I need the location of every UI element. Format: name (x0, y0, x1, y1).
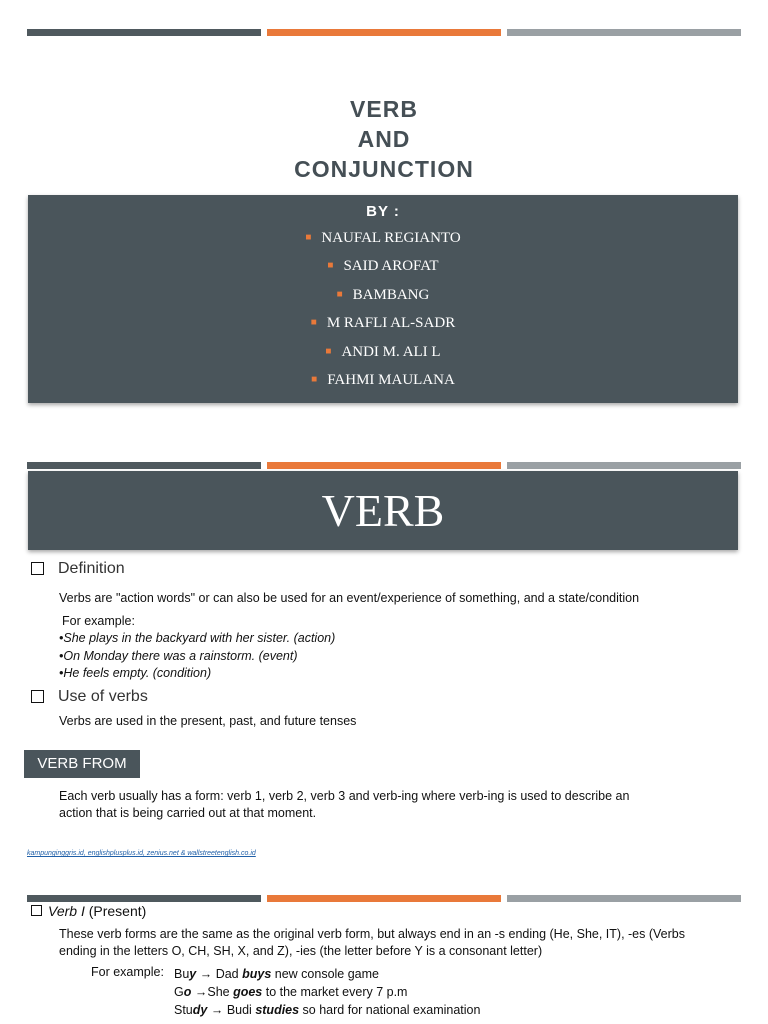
verb1-heading-italic: Verb I (48, 903, 85, 919)
author-name: M RAFLI AL-SADR (326, 315, 456, 332)
conjugated-verb: buys (242, 967, 272, 981)
slide-title (0, 94, 768, 184)
bullet-icon: ■ (336, 288, 343, 300)
verb1-example (174, 966, 379, 984)
verb1-heading (48, 903, 146, 921)
bullet-icon: ■ (310, 317, 317, 329)
verb1-example (174, 1002, 480, 1020)
verb1-desc: ending in the letters O, CH, SH, X, and Z), -ies (the letter before Y is a consonant letter) (59, 944, 543, 958)
verb-from-text: action that is being carried out at that moment. (59, 806, 317, 820)
base-verb: Stu (174, 1003, 193, 1017)
verb1-example (174, 984, 407, 1002)
author-item (28, 338, 738, 366)
decorative-bars-middle (27, 462, 741, 469)
bullet-icon: ■ (305, 232, 312, 243)
title-line-2: AND (357, 126, 411, 152)
example-item: •On Monday there was a rainstorm. (event) (59, 649, 298, 663)
title-line-1: VERB (350, 96, 418, 122)
author-name: FAHMI MAULANA (327, 372, 455, 389)
author-item (28, 281, 738, 309)
authors-box (28, 195, 738, 403)
bullet-icon: ■ (311, 374, 318, 386)
bullet-icon: ■ (327, 260, 334, 272)
bar-orange (267, 29, 501, 36)
verb1-example-label: For example: (91, 965, 164, 979)
source-link[interactable]: kampunginggris.id, englishplusplus.id, zenius.net & wallstreetenglish.co.id (27, 850, 256, 857)
checkbox-icon (31, 562, 44, 575)
bar-orange (267, 895, 501, 902)
bullet-icon: ■ (325, 345, 332, 357)
arrow-icon: → (207, 1003, 227, 1017)
author-item (28, 366, 738, 394)
verb1-desc: These verb forms are the same as the original verb form, but always end in an -s ending (He, She, IT), -es (Verbs (59, 927, 685, 941)
conjugated-verb: goes (233, 985, 263, 999)
base-verb-ending: o (183, 985, 192, 999)
author-item (28, 252, 738, 280)
definition-text: Verbs are "action words" or can also be used for an event/experience of something, and a state/condition (59, 591, 640, 605)
bar-grey (507, 29, 741, 36)
sentence-part: so hard for national examination (299, 1003, 481, 1017)
by-label: BY : (366, 203, 400, 220)
use-heading: Use of verbs (58, 688, 148, 705)
arrow-icon: → (191, 985, 208, 999)
conjugated-verb: studies (255, 1003, 300, 1017)
example-label: For example: (62, 614, 135, 628)
sentence-part: She (207, 985, 234, 999)
base-verb-ending: y (189, 967, 197, 981)
use-text: Verbs are used in the present, past, and future tenses (59, 714, 357, 728)
arrow-icon: → (196, 967, 216, 981)
example-item: •She plays in the backyard with her sister. (action) (59, 631, 336, 645)
author-name: NAUFAL REGIANTO (321, 230, 461, 246)
checkbox-icon (31, 905, 42, 916)
base-verb: G (174, 985, 184, 999)
bar-dark (27, 29, 261, 36)
sentence-part: Budi (226, 1003, 256, 1017)
decorative-bars-bottom (27, 895, 741, 902)
bar-dark (27, 462, 261, 469)
author-name: ANDI M. ALI L (341, 343, 441, 360)
sentence-part: new console game (271, 967, 379, 981)
author-name: BAMBANG (352, 286, 430, 303)
base-verb: Bu (174, 967, 190, 981)
verb-from-text: Each verb usually has a form: verb 1, verb 2, verb 3 and verb-ing where verb-ing is used to describe an (59, 789, 630, 803)
checkbox-icon (31, 690, 44, 703)
definition-heading: Definition (58, 560, 125, 577)
example-item: •He feels empty. (condition) (59, 666, 212, 680)
title-line-3: CONJUNCTION (294, 156, 474, 182)
bar-grey (507, 462, 741, 469)
verb1-heading-rest: (Present) (84, 903, 147, 919)
verb-from-label: VERB FROM (24, 750, 140, 778)
author-item (28, 224, 738, 252)
author-list (28, 224, 738, 394)
decorative-bars-top (27, 29, 741, 36)
bar-orange (267, 462, 501, 469)
bar-grey (507, 895, 741, 902)
sentence-part: Dad (215, 967, 243, 981)
base-verb-ending: dy (192, 1003, 208, 1017)
sentence-part: to the market every 7 p.m (262, 985, 408, 999)
bar-dark (27, 895, 261, 902)
verb-banner: VERB (28, 471, 738, 550)
author-item (28, 309, 738, 337)
author-name: SAID AROFAT (343, 258, 439, 275)
